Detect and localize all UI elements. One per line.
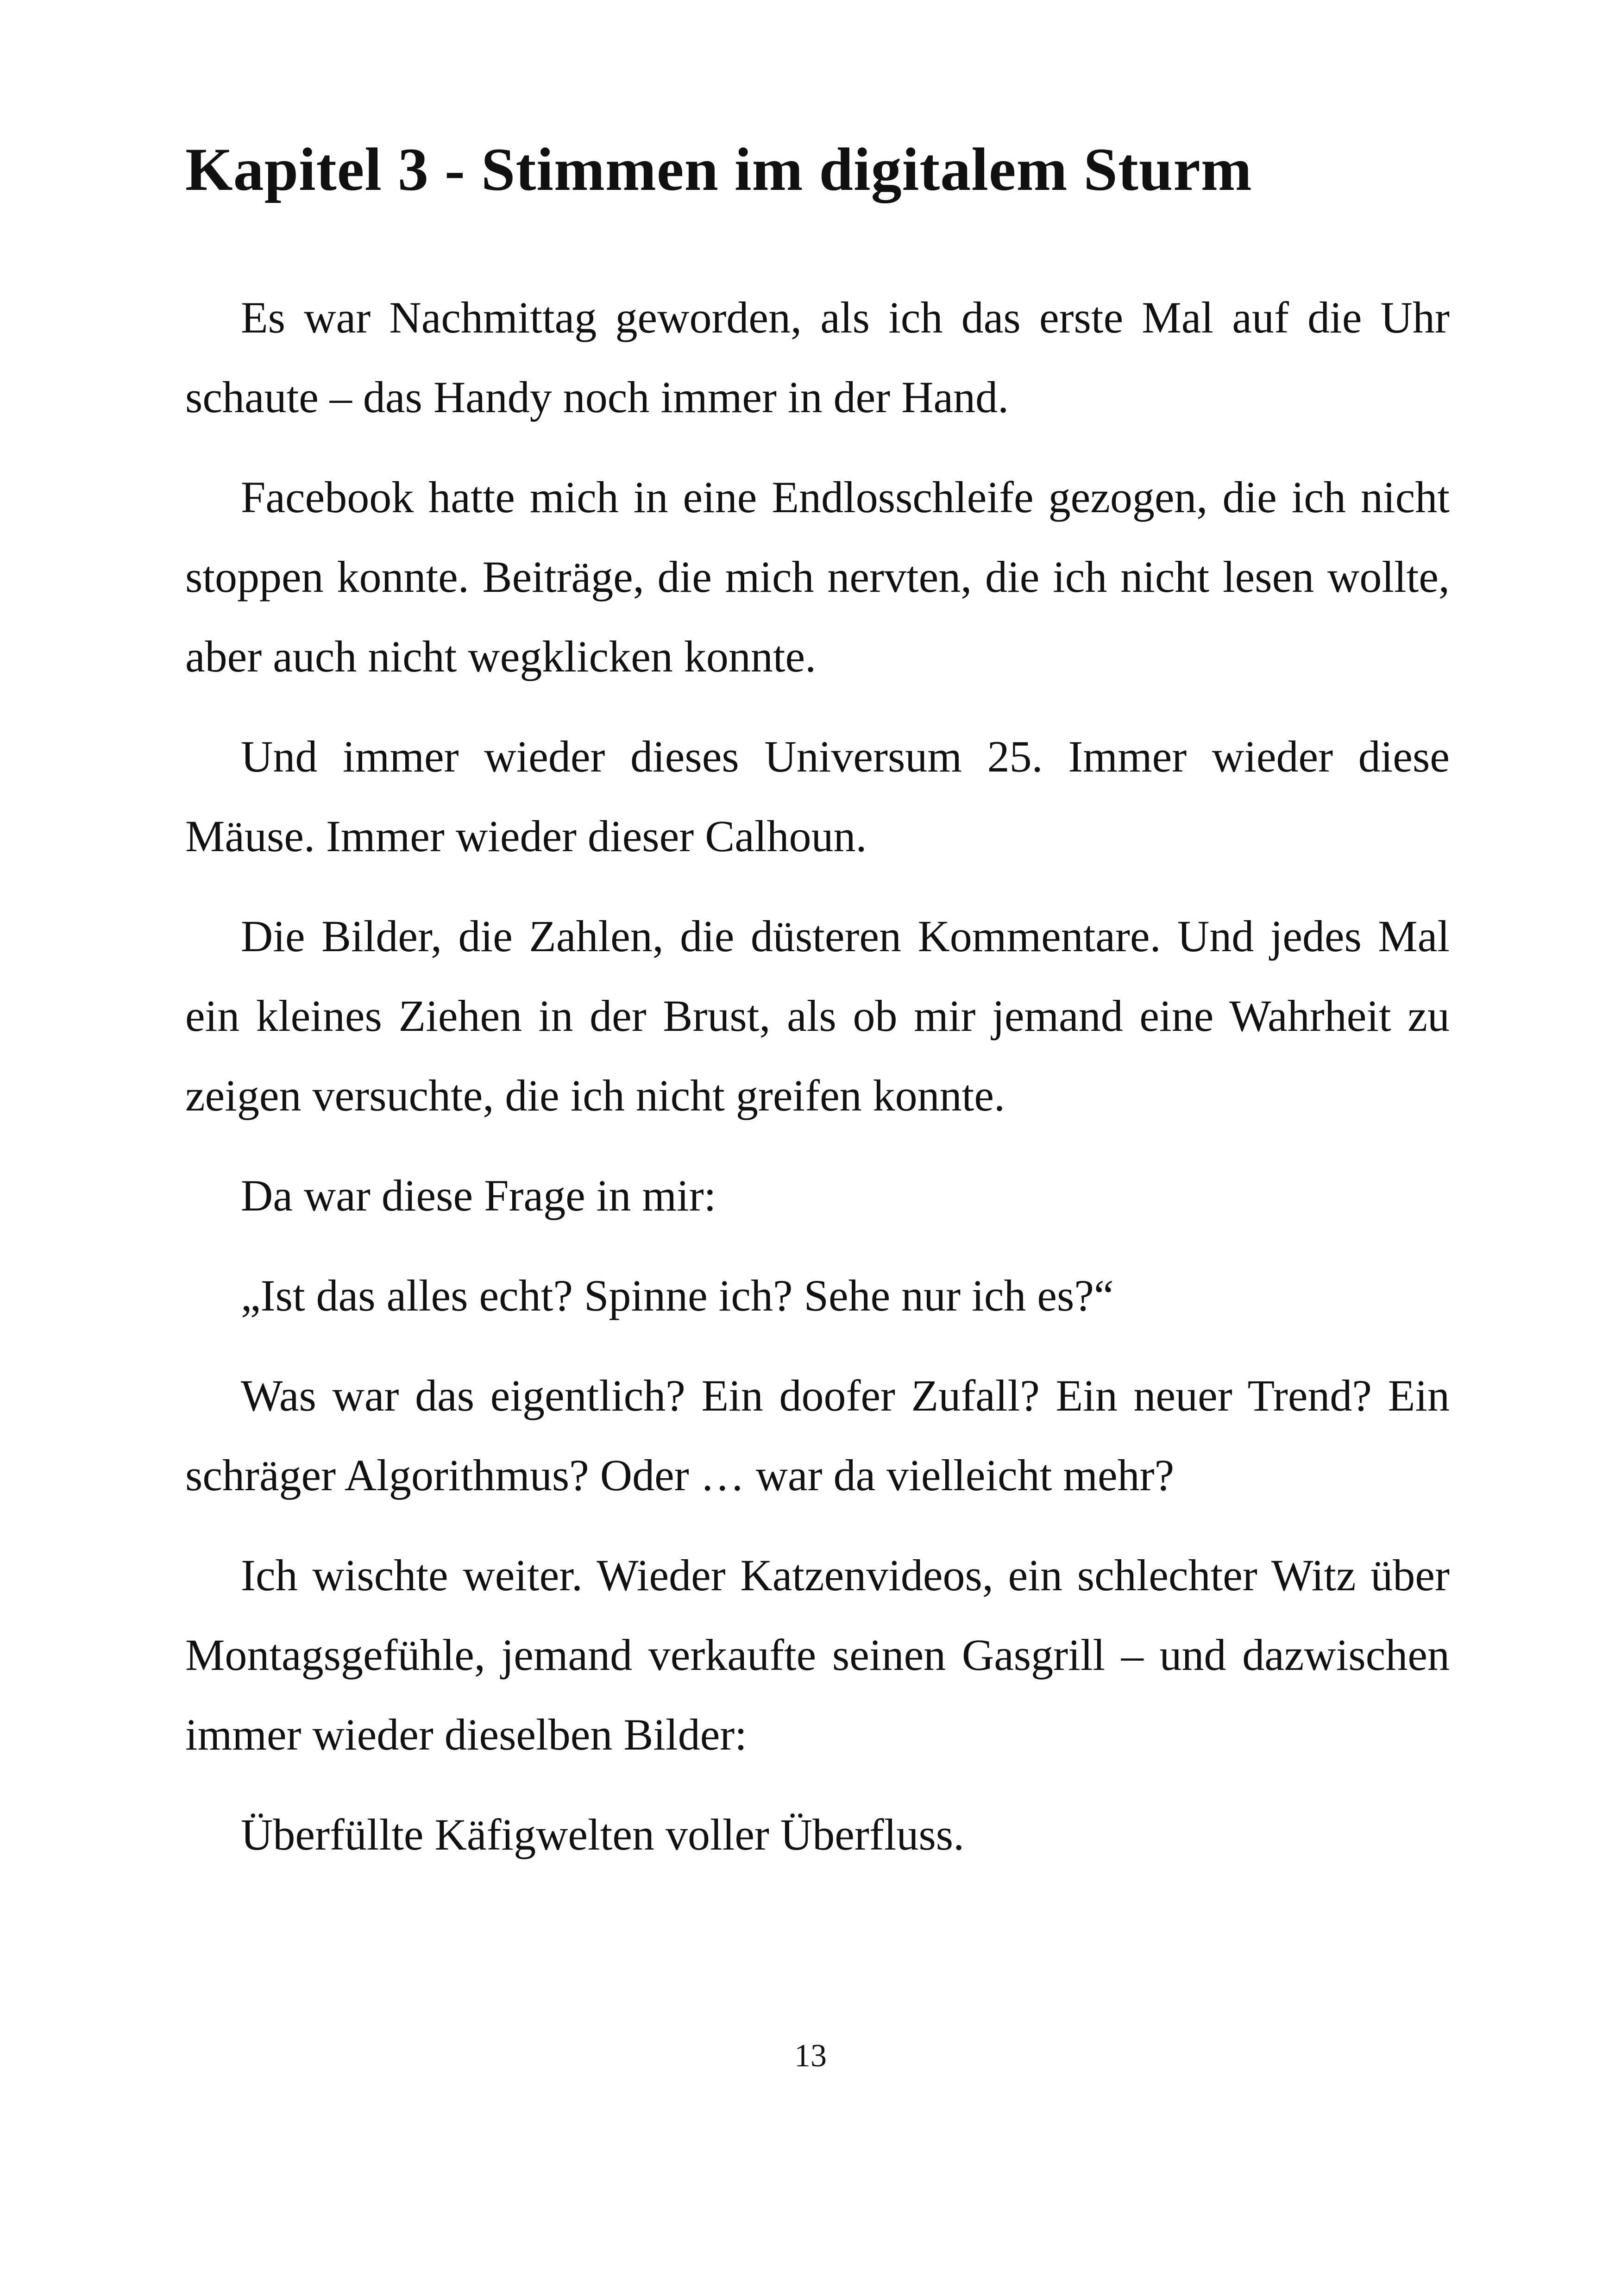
body-text bbox=[185, 278, 1450, 1895]
paragraph: Was war das eigentlich? Ein doofer Zufall? Ein neuer Trend? Ein schräger Algorithmus? Oder … war da vielleicht mehr? bbox=[185, 1371, 1450, 1500]
page-number: 13 bbox=[794, 2038, 827, 2074]
paragraph: Die Bilder, die Zahlen, die düsteren Kommentare. Und jedes Mal ein kleines Ziehen in der Brust, als ob mir jemand eine Wahrheit zu zeigen versuchte, die ich nicht greifen konnte. bbox=[185, 911, 1450, 1120]
paragraph: Facebook hatte mich in eine Endlosschleife gezogen, die ich nicht stoppen konnte. Beiträge, die mich nervten, die ich nicht lesen wollte, aber auch nicht wegklicken konnte. bbox=[185, 472, 1450, 681]
paragraph: Und immer wieder dieses Universum 25. Immer wieder diese Mäuse. Immer wieder dieser Calhoun. bbox=[185, 732, 1450, 861]
paragraph: Es war Nachmittag geworden, als ich das erste Mal auf die Uhr schaute – das Handy noch immer in der Hand. bbox=[185, 293, 1450, 422]
paragraph: Da war diese Frage in mir: bbox=[241, 1171, 716, 1220]
chapter-title: Kapitel 3 - Stimmen im digitalem Sturm bbox=[185, 135, 1252, 203]
paragraph: Ich wischte weiter. Wieder Katzenvideos, ein schlechter Witz über Montagsgefühle, jemand verkaufte seinen Gasgrill – und dazwischen immer wieder dieselben Bilder: bbox=[185, 1550, 1450, 1759]
quoted-question: „Ist das alles echt? Spinne ich? Sehe nur ich es?“ bbox=[241, 1271, 1114, 1320]
paragraph: Überfüllte Käfigwelten voller Überfluss. bbox=[241, 1810, 965, 1859]
